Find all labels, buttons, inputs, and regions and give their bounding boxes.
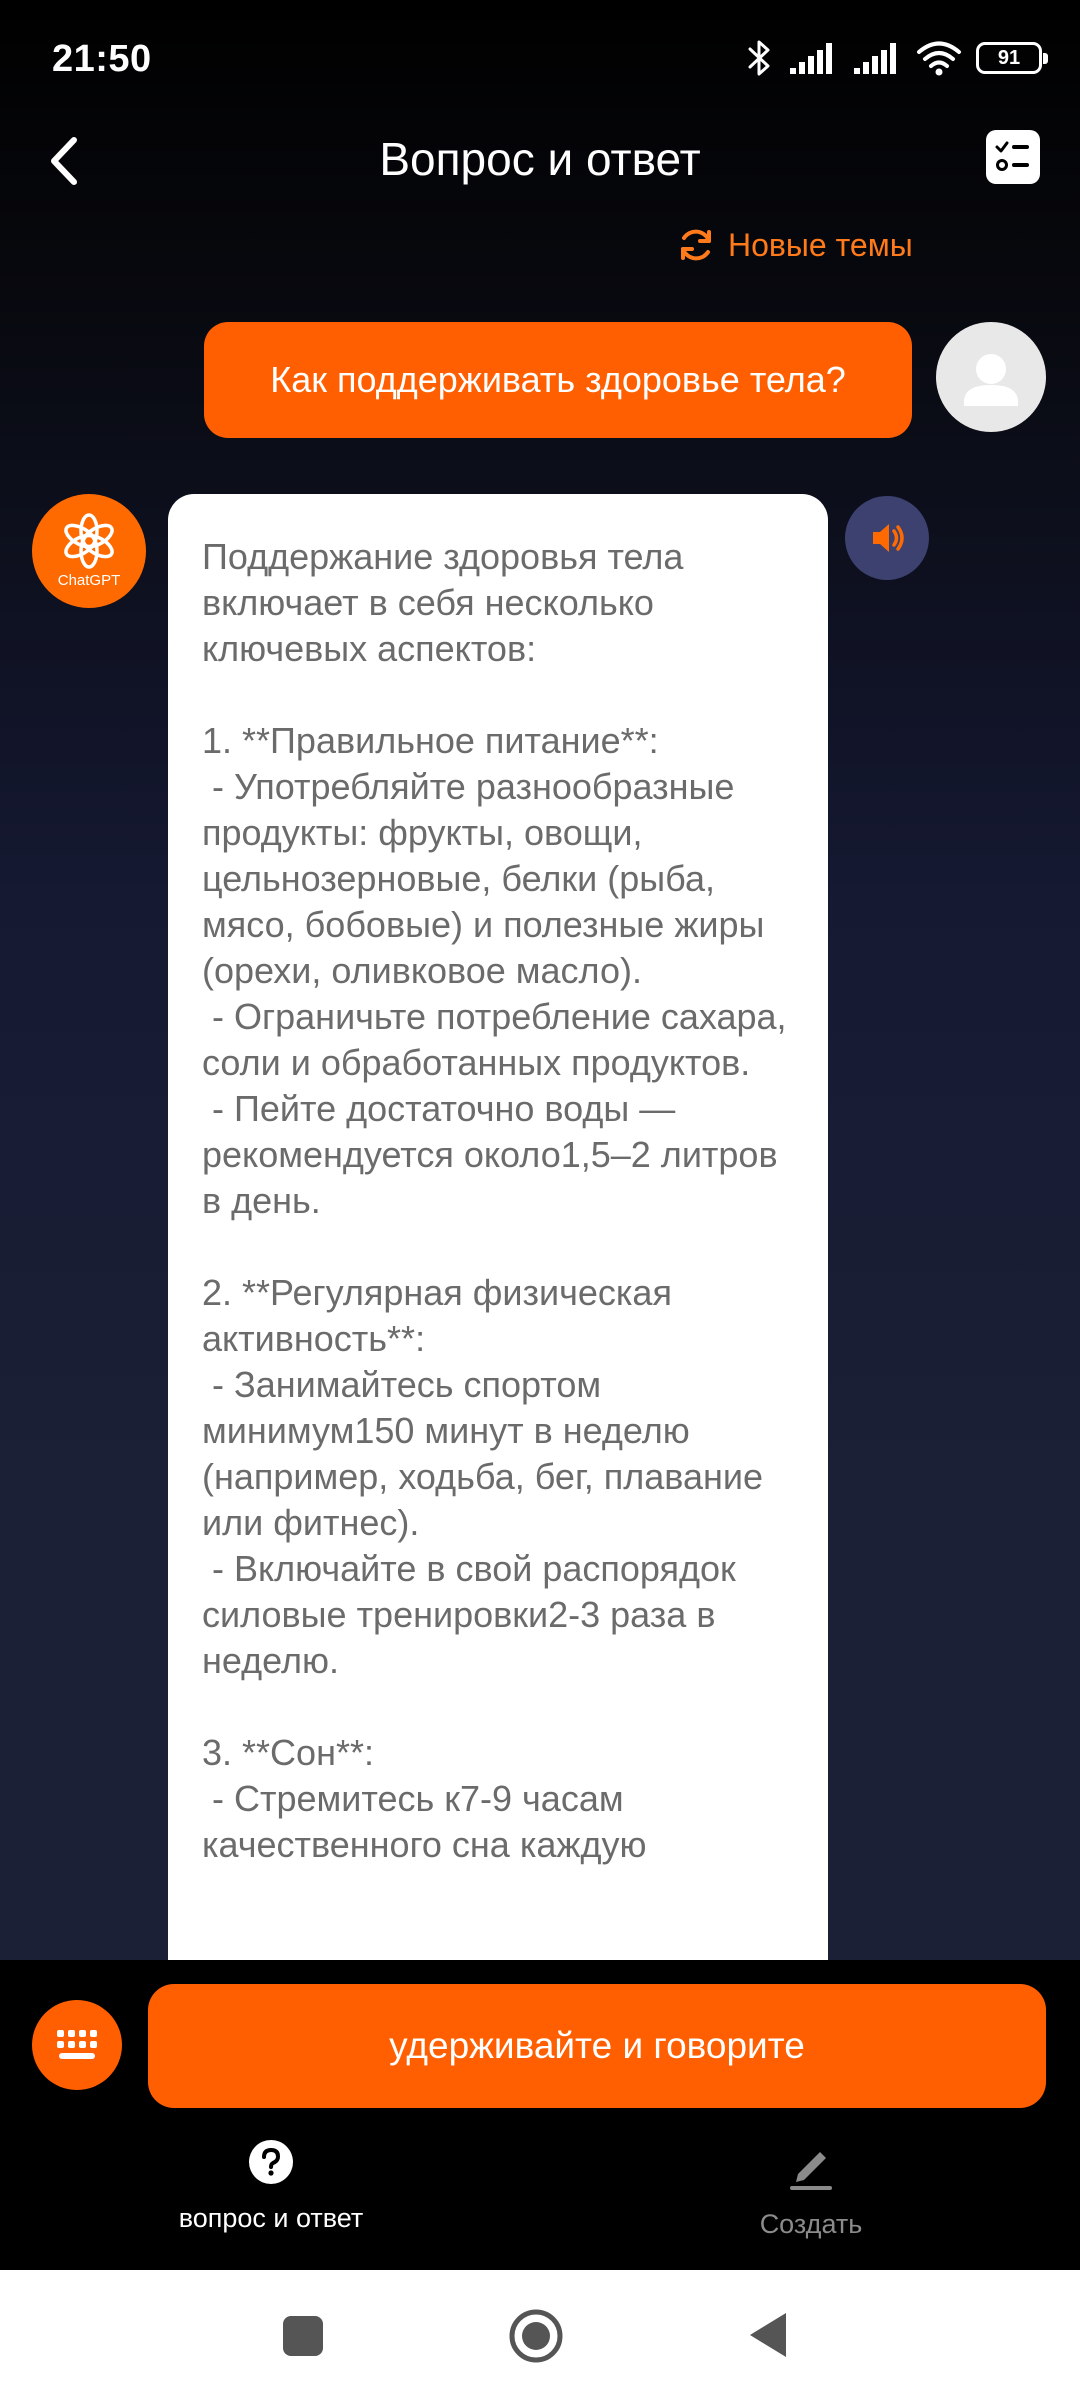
- user-message-text: Как поддерживать здоровье тела?: [270, 359, 846, 400]
- wifi-icon: [916, 39, 962, 77]
- user-avatar[interactable]: [936, 322, 1046, 432]
- bluetooth-icon: [744, 38, 774, 78]
- tab-question-answer[interactable]: [121, 2138, 421, 2234]
- page-title: Вопрос и ответ: [379, 133, 701, 185]
- new-topics-button[interactable]: [676, 222, 913, 268]
- home-icon[interactable]: [506, 2306, 566, 2366]
- recents-icon[interactable]: [281, 2314, 325, 2358]
- refresh-icon: [676, 225, 716, 265]
- question-icon: [247, 2138, 295, 2186]
- tab-create[interactable]: [661, 2138, 961, 2240]
- bot-avatar: [32, 494, 146, 608]
- signal-icon: [852, 40, 902, 76]
- status-bar: [0, 0, 1080, 125]
- status-icons: [744, 36, 1042, 80]
- checklist-button[interactable]: [986, 130, 1040, 184]
- keyboard-icon: [32, 2000, 122, 2090]
- tab-question-answer-label: вопрос и ответ: [178, 2203, 364, 2233]
- speaker-button[interactable]: [845, 496, 929, 580]
- battery-level: 91: [997, 46, 1021, 69]
- tab-create-label: Создать: [759, 2209, 863, 2239]
- user-icon: [936, 322, 1046, 432]
- bot-name: ChatGPT: [57, 572, 121, 589]
- pencil-icon: [784, 2138, 838, 2192]
- user-message-bubble: [204, 322, 912, 438]
- status-time: 21:50: [52, 38, 152, 80]
- back-nav-icon[interactable]: [746, 2310, 790, 2360]
- hold-to-talk-button[interactable]: [148, 1984, 1046, 2108]
- checklist-icon: [986, 130, 1040, 184]
- header: [0, 120, 1080, 200]
- system-nav-bar: [0, 2270, 1080, 2400]
- new-topics-label: Новые темы: [728, 226, 913, 263]
- battery-icon: [976, 42, 1042, 74]
- signal-icon: [788, 40, 838, 76]
- bot-message-bubble: [168, 494, 828, 2094]
- bot-message-text: Поддержание здоровья тела включает в себя несколько ключевых аспектов: 1. **Правильное питание**: - Употребляйте разнообразные продукты: фрукты, овощи, цельнозерновые, белки (рыба, мясо, бобовые) и полезные жиры (орехи, оливковое масло). - Ограничьте потребление сахара, соли и обработанных продуктов. - Пейте достаточно воды — рекомендуется около1,5–2 литров в день. 2. **Регулярная физическая активность**: - Занимайтесь спортом минимум150 минут в неделю (например, ходьба, бег, плавание или фитнес). - Включайте в свой распорядок силовые тренировки2-3 раза в неделю. 3. **Сон**: - Стремитесь к7-9 часам качественного сна каждую: [202, 536, 787, 1865]
- bottom-bar: [0, 1960, 1080, 2270]
- chatgpt-logo-icon: [32, 494, 146, 608]
- hold-to-talk-label: удерживайте и говорите: [389, 2025, 805, 2066]
- speaker-icon: [865, 516, 909, 560]
- keyboard-button[interactable]: [32, 2000, 122, 2090]
